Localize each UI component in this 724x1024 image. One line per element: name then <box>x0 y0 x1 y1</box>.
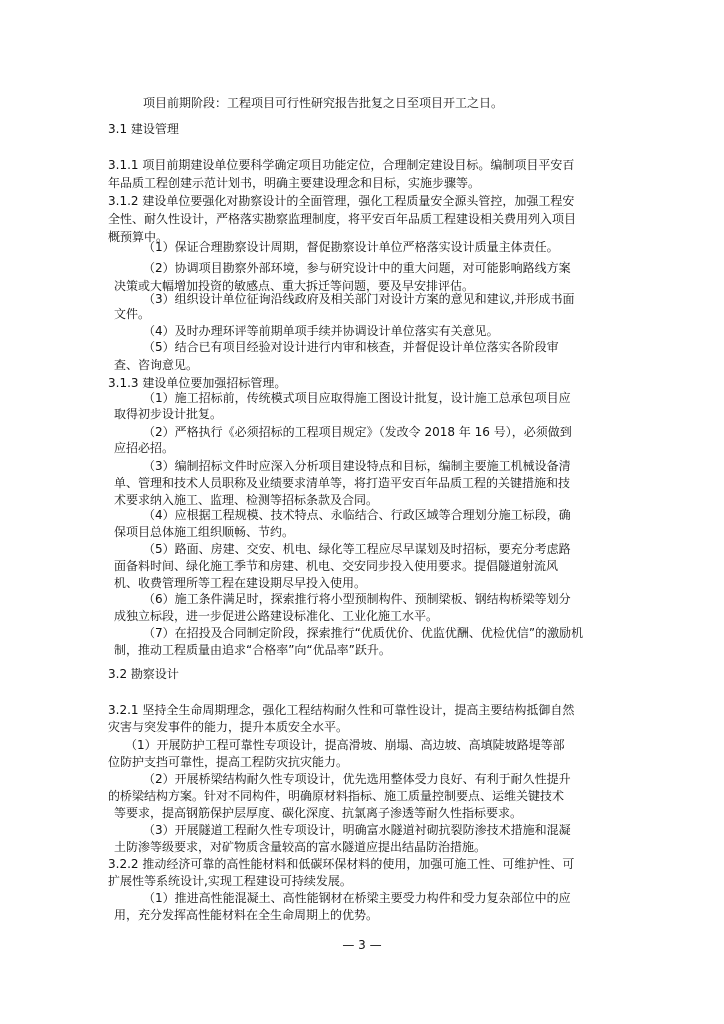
paragraph-3-1-2: 3.1.2 建设单位要强化对勘察设计的全面管理，强化工程质量安全源头管控，加强工程安 <box>108 194 575 208</box>
list-item-line: 机、收费管理所等工程在建设期尽早投入使用。 <box>114 576 367 590</box>
list-item-line: 单、管理和技术人员职称及业绩要求清单等，将打造平安百年品质工程的关键措施和技 <box>114 476 571 490</box>
paragraph-3-2-2-line: 扩展性等系统设计,实现工程建设可持续发展。 <box>108 874 352 888</box>
paragraph-3-2-1-line: 灾害与突发事件的能力，提升本质安全水平。 <box>108 720 349 734</box>
list-item-line: 成独立标段，进一步促进公路建设标准化、工业化施工水平。 <box>114 609 439 623</box>
list-item: （2）协调项目勘察外部环境，参与研究设计中的重大问题，对可能影响路线方案 <box>143 261 571 275</box>
paragraph-3-1-1: 3.1.1 项目前期建设单位要科学确定项目功能定位，合理制定建设目标。编制项目平安百 <box>108 158 575 172</box>
list-item: （2）开展桥梁结构耐久性专项设计，优先选用整体受力良好、有利于耐久性提升 <box>143 772 571 786</box>
list-item: （1）保证合理勘察设计周期，督促勘察设计单位严格落实设计质量主体责任。 <box>143 240 559 254</box>
page-number: — 3 — <box>342 938 382 952</box>
list-item: （3）开展隧道工程耐久性专项设计，明确富水隧道衬砌抗裂防渗技术措施和混凝 <box>143 823 571 837</box>
list-item-line: 应招必招。 <box>114 441 175 455</box>
list-item: （3）组织设计单位征询沿线政府及相关部门对设计方案的意见和建议,并形成书面 <box>143 292 575 306</box>
list-item: （5）结合已有项目经验对设计进行内审和核查，并督促设计单位落实各阶段审 <box>143 340 559 354</box>
list-item: （5）路面、房建、交安、机电、绿化等工程应尽早谋划及时招标，要充分考虑路 <box>143 542 571 556</box>
list-item-line: 文件。 <box>114 307 151 321</box>
list-item-line: 取得初步设计批复。 <box>114 407 223 421</box>
list-item-line: 位防护支挡可靠性，提高工程防灾抗灾能力。 <box>108 755 349 769</box>
list-item-line: 保项目总体施工组织顺畅、节约。 <box>114 525 295 539</box>
list-item: （7）在招投及合同制定阶段，探索推行“优质优价、优监优酬、优检优信”的激励机 <box>143 626 584 640</box>
list-item-line: 面备料时间、绿化施工季节和房建、机电、交安同步投入使用要求。提倡隧道射流风 <box>114 559 559 573</box>
paragraph-3-1-2-line: 概预算中。 <box>108 230 169 244</box>
list-item: （4）及时办理环评等前期单项手续并协调设计单位落实有关意见。 <box>143 324 499 338</box>
list-item-line: 查、咨询意见。 <box>114 358 199 372</box>
paragraph-3-2-2: 3.2.2 推动经济可靠的高性能材料和低碳环保材料的使用，加强可施工性、可维护性、可 <box>108 857 575 871</box>
list-item: （1）施工招标前，传统模式项目应取得施工图设计批复，设计施工总承包项目应 <box>143 391 571 405</box>
list-item: （6）施工条件满足时，探索推行将小型预制构件、预制梁板、钢结构桥梁等划分 <box>143 592 571 606</box>
list-item: （1）开展防护工程可靠性专项设计，提高滑坡、崩塌、高边坡、高填陡坡路堤等部 <box>125 738 565 752</box>
section-heading-3-1: 3.1 建设管理 <box>108 122 179 136</box>
list-item-line: 用，充分发挥高性能材料在全生命周期上的优势。 <box>114 908 379 922</box>
list-item: （3）编制招标文件时应深入分析项目建设特点和目标，编制主要施工机械设备清 <box>143 459 571 473</box>
list-item: （4）应根据工程规模、技术特点、永临结合、行政区域等合理划分施工标段，确 <box>143 508 571 522</box>
list-item-line: 制，推动工程质量由追求“合格率”向“优品率”跃升。 <box>114 643 391 657</box>
list-item-line: 的桥梁结构方案。针对不同构件，明确原材料指标、施工质量控制要点、运维关键技术 <box>108 789 565 803</box>
list-item-line: 等要求，提高钢筋保护层厚度、碳化深度、抗氯离子渗透等耐久性指标要求。 <box>114 806 523 820</box>
paragraph-3-2-1: 3.2.1 坚持全生命周期理念，强化工程结构耐久性和可靠性设计，提高主要结构抵御自然 <box>108 703 575 717</box>
list-item-line: 决策或大幅增加投资的敏感点、重大拆迁等问题，要及早安排评估。 <box>114 279 475 293</box>
paragraph-3-1-1-line: 年品质工程创建示范计划书，明确主要建设理念和目标，实施步骤等。 <box>108 176 481 190</box>
section-heading-3-2: 3.2 勘察设计 <box>108 667 179 681</box>
paragraph-3-1-2-line: 全性、耐久性设计，严格落实勘察监理制度，将平安百年品质工程建设相关费用列入项目 <box>108 212 577 226</box>
paragraph-3-1-3: 3.1.3 建设单位要加强招标管理。 <box>108 376 287 390</box>
list-item-line: 术要求纳入施工、监理、检测等招标条款及合同。 <box>114 493 379 507</box>
list-item-line: 土防渗等级要求，对矿物质含量较高的富水隧道应提出结晶防治措施。 <box>114 840 487 854</box>
list-item: （1）推进高性能混凝土、高性能钢材在桥梁主要受力构件和受力复杂部位中的应 <box>143 891 571 905</box>
intro-text: 项目前期阶段：工程项目可行性研究报告批复之日至项目开工之日。 <box>143 96 504 110</box>
list-item: （2）严格执行《必须招标的工程项目规定》（发改令 2018 年 16 号），必须做到 <box>143 425 572 439</box>
